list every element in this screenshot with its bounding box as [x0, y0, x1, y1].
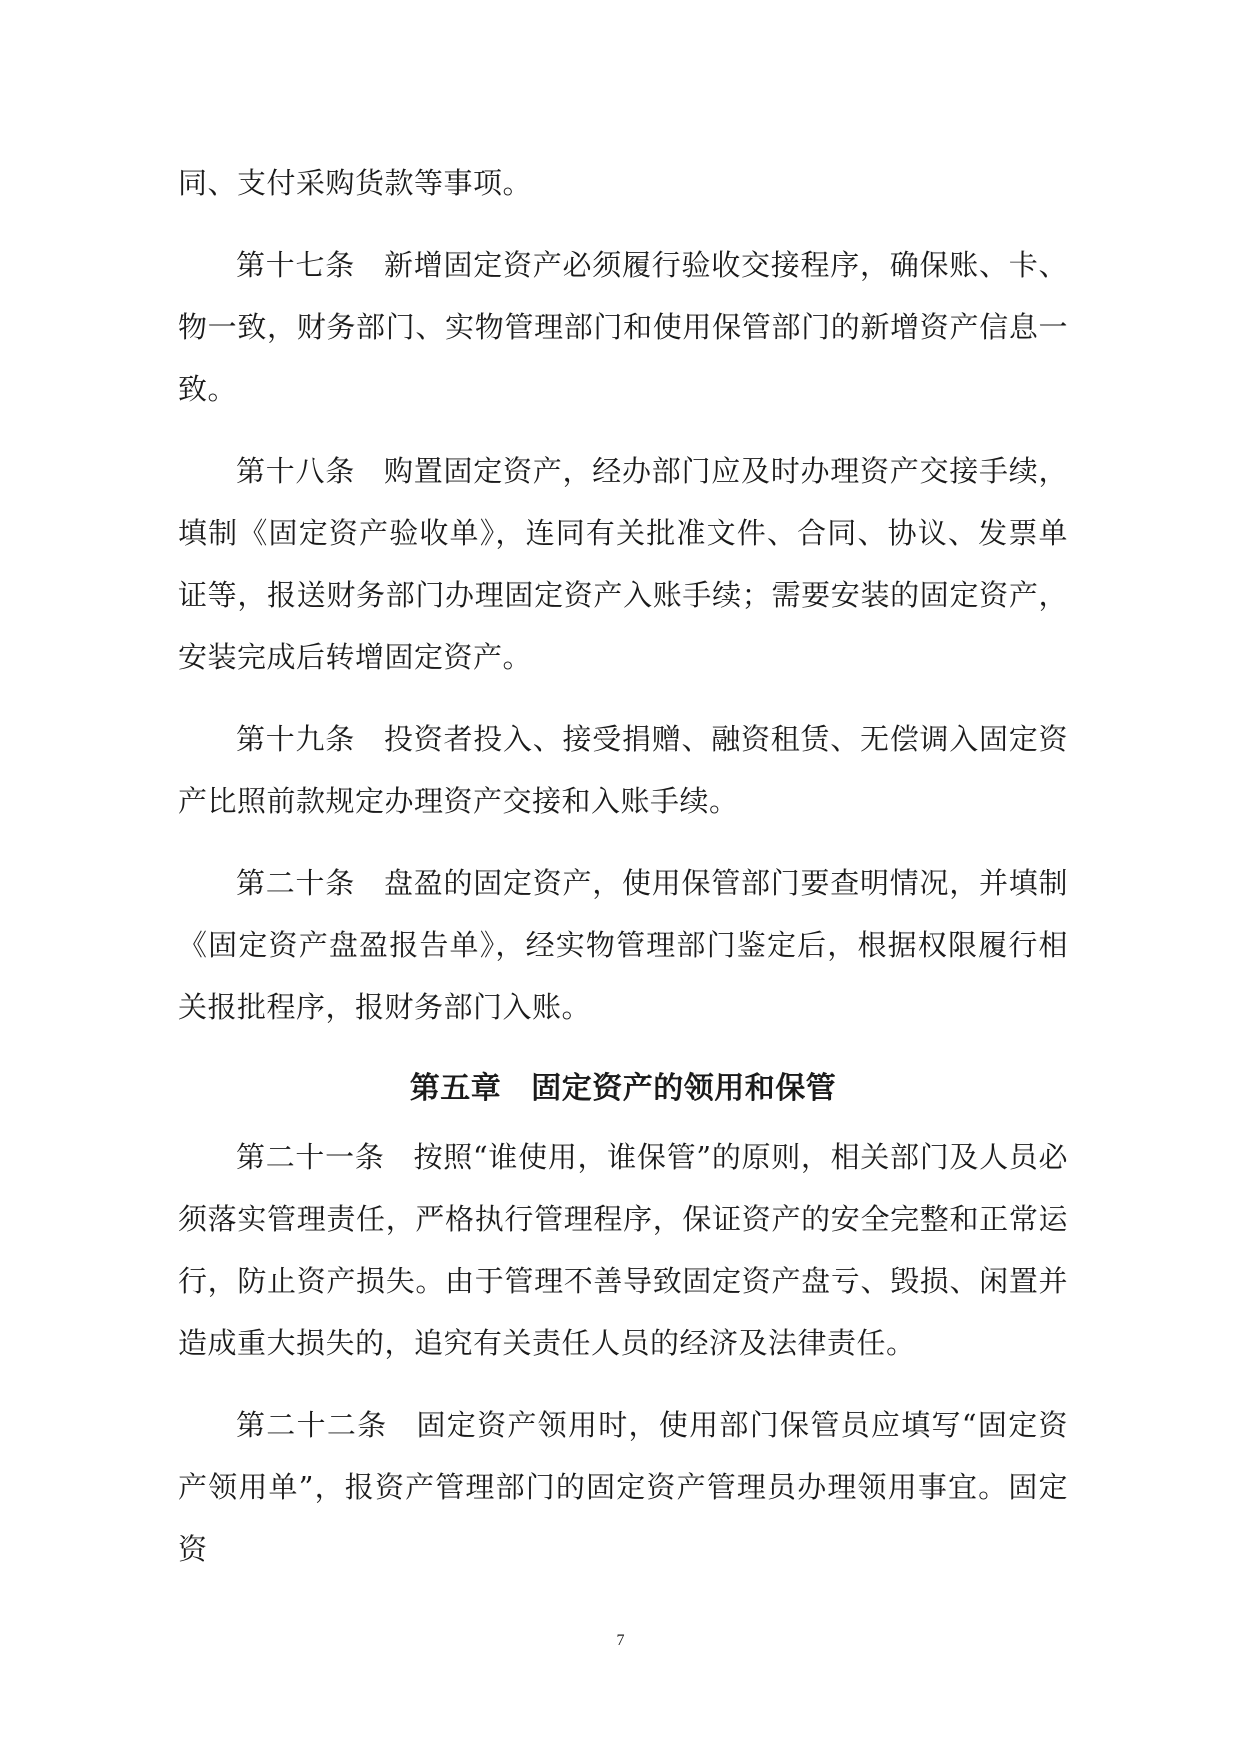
document-body — [178, 152, 1068, 1600]
paragraph-text: 同、支付采购货款等事项。 — [178, 166, 533, 200]
chapter-title: 固定资产的领用和保管 — [531, 1071, 837, 1106]
article-text: 购置固定资产，经办部门应及时办理资产交接手续，填制《固定资产验收单》，连同有关批准文件、合同、协议、发票单证等，报送财务部门办理固定资产入账手续；需要安装的固定资产，安装完成后转增固定资产。 — [178, 454, 1068, 674]
article-18 — [178, 440, 1068, 688]
article-number: 第十七条 — [236, 248, 355, 282]
paragraph-continuation — [178, 152, 1068, 214]
article-number: 第十八条 — [236, 454, 355, 488]
chapter-heading — [178, 1058, 1068, 1120]
article-text: 盘盈的固定资产，使用保管部门要查明情况，并填制《固定资产盘盈报告单》，经实物管理部门鉴定后，根据权限履行相关报批程序，报财务部门入账。 — [178, 866, 1068, 1024]
article-number: 第二十二条 — [236, 1408, 388, 1442]
article-19 — [178, 708, 1068, 832]
article-20 — [178, 852, 1068, 1038]
article-22 — [178, 1394, 1068, 1580]
article-number: 第二十条 — [236, 866, 355, 900]
article-text: 固定资产领用时，使用部门保管员应填写“固定资产领用单”，报资产管理部门的固定资产管理员办理领用事宜。固定资 — [178, 1408, 1068, 1566]
article-text: 按照“谁使用，谁保管”的原则，相关部门及人员必须落实管理责任，严格执行管理程序，保证资产的安全完整和正常运行，防止资产损失。由于管理不善导致固定资产盘亏、毁损、闲置并造成重大损失的，追究有关责任人员的经济及法律责任。 — [178, 1140, 1068, 1360]
article-17 — [178, 234, 1068, 420]
article-21 — [178, 1126, 1068, 1374]
article-number: 第十九条 — [236, 722, 355, 756]
chapter-number: 第五章 — [409, 1071, 502, 1106]
page-number: 7 — [616, 1632, 625, 1649]
article-number: 第二十一条 — [236, 1140, 385, 1174]
article-text: 新增固定资产必须履行验收交接程序，确保账、卡、物一致，财务部门、实物管理部门和使用保管部门的新增资产信息一致。 — [178, 248, 1068, 406]
article-text: 投资者投入、接受捐赠、融资租赁、无偿调入固定资产比照前款规定办理资产交接和入账手续。 — [178, 722, 1068, 818]
